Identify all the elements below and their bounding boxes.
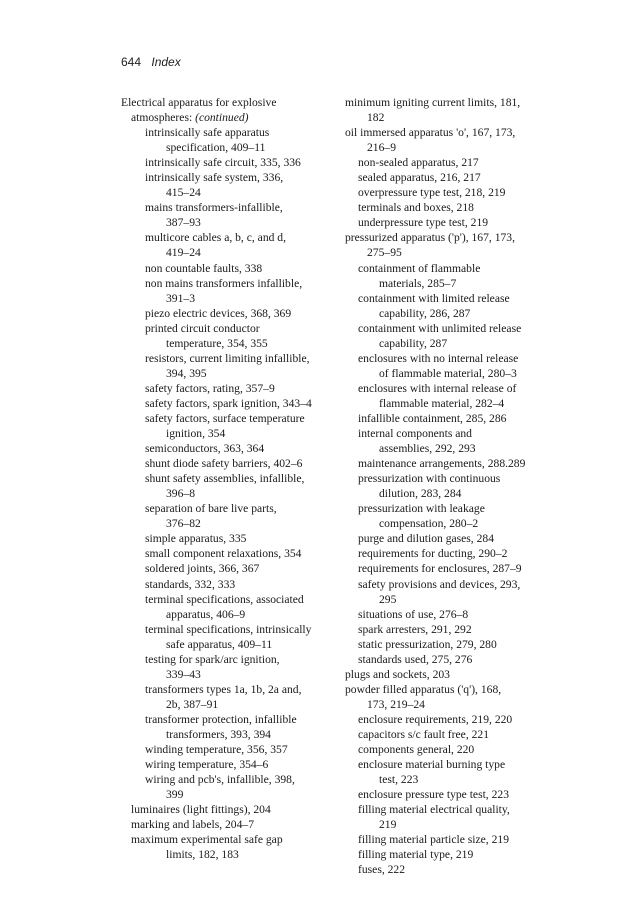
index-entry xyxy=(345,366,565,381)
index-entry xyxy=(121,817,331,832)
index-column-right xyxy=(345,95,565,877)
index-entry-text: static pressurization, 279, 280 xyxy=(358,637,497,651)
index-entry xyxy=(345,321,565,336)
index-entry xyxy=(345,577,565,592)
index-entry xyxy=(345,351,565,366)
index-entry-text: 391–3 xyxy=(166,291,195,305)
index-entry-text: enclosure material burning type xyxy=(358,758,506,772)
index-entry xyxy=(121,471,331,486)
index-entry-text: 295 xyxy=(379,592,397,606)
index-entry-text: transformers types 1a, 1b, 2a and, xyxy=(145,682,302,696)
index-entry xyxy=(345,531,565,546)
index-entry xyxy=(121,772,331,787)
index-entry xyxy=(121,652,331,667)
index-entry xyxy=(345,862,565,877)
index-entry-text: infallible containment, 285, 286 xyxy=(358,411,507,425)
index-entry-text: containment with limited release xyxy=(358,291,510,305)
index-entry-text: printed circuit conductor xyxy=(145,321,260,335)
index-entry-text: 399 xyxy=(166,788,184,802)
index-entry xyxy=(345,125,565,140)
index-entry-text: safety factors, surface temperature xyxy=(145,411,305,425)
index-entry-text: ignition, 354 xyxy=(166,427,226,441)
index-entry-text: containment with unlimited release xyxy=(358,321,522,335)
index-entry-text: winding temperature, 356, 357 xyxy=(145,743,288,757)
index-entry-text: pressurization with leakage xyxy=(358,502,485,516)
index-entry xyxy=(345,441,565,456)
index-entry-text: pressurized apparatus ('p'), 167, 173, xyxy=(345,231,515,245)
page-number: 644 xyxy=(121,55,142,69)
index-entry-text: specification, 409–11 xyxy=(166,141,266,155)
index-entry xyxy=(345,817,565,832)
index-entry-text: enclosures with no internal release xyxy=(358,351,519,365)
index-entry xyxy=(121,531,331,546)
index-entry xyxy=(121,667,331,682)
index-entry-text: 219 xyxy=(379,818,397,832)
index-entry-text: simple apparatus, 335 xyxy=(145,532,247,546)
index-entry-text: transformers, 393, 394 xyxy=(166,727,271,741)
index-entry-text: 376–82 xyxy=(166,517,201,531)
index-entry-text: terminal specifications, intrinsically xyxy=(145,622,312,636)
index-entry xyxy=(121,637,331,652)
index-entry xyxy=(121,245,331,260)
index-entry-text: marking and labels, 204–7 xyxy=(131,818,254,832)
index-entry-text: terminals and boxes, 218 xyxy=(358,201,474,215)
index-entry-text: Electrical apparatus for explosive xyxy=(121,96,277,109)
index-entry xyxy=(121,200,331,215)
index-entry xyxy=(345,140,565,155)
index-entry xyxy=(345,381,565,396)
index-entry-text: semiconductors, 363, 364 xyxy=(145,442,265,456)
index-entry xyxy=(121,561,331,576)
index-entry xyxy=(121,396,331,411)
index-entry-text: 216–9 xyxy=(367,141,396,155)
index-entry xyxy=(121,456,331,471)
index-entry-text: compensation, 280–2 xyxy=(379,517,479,531)
index-entry xyxy=(121,95,331,110)
index-entry-text: sealed apparatus, 216, 217 xyxy=(358,171,481,185)
index-entry xyxy=(345,546,565,561)
index-entry xyxy=(345,592,565,607)
index-entry-text: mains transformers-infallible, xyxy=(145,201,283,215)
index-entry xyxy=(345,426,565,441)
index-entry xyxy=(121,261,331,276)
index-entry-text: test, 223 xyxy=(379,773,419,787)
index-entry xyxy=(121,727,331,742)
index-entry xyxy=(121,802,331,817)
index-entry xyxy=(121,546,331,561)
index-entry-text: small component relaxations, 354 xyxy=(145,547,302,561)
index-entry-text: 339–43 xyxy=(166,667,201,681)
index-entry xyxy=(121,381,331,396)
index-entry-text: maximum experimental safe gap xyxy=(131,833,283,847)
index-entry-text: resistors, current limiting infallible, xyxy=(145,351,310,365)
index-entry xyxy=(121,411,331,426)
index-entry-text: 275–95 xyxy=(367,246,402,260)
index-entry-text: 415–24 xyxy=(166,186,201,200)
index-entry xyxy=(345,772,565,787)
index-entry-text: maintenance arrangements, 288.289 xyxy=(358,457,526,471)
index-entry-text: intrinsically safe system, 336, xyxy=(145,171,284,185)
index-entry-text: 419–24 xyxy=(166,246,201,260)
index-entry xyxy=(121,336,331,351)
index-entry xyxy=(121,577,331,592)
index-entry-text: safe apparatus, 409–11 xyxy=(166,637,273,651)
index-entry-text: atmospheres: xyxy=(131,111,196,125)
index-entry xyxy=(121,622,331,637)
index-entry xyxy=(121,787,331,802)
index-entry xyxy=(121,291,331,306)
index-entry-text: 396–8 xyxy=(166,487,195,501)
index-entry-text: intrinsically safe apparatus xyxy=(145,126,270,140)
index-entry xyxy=(345,787,565,802)
index-entry-text: plugs and sockets, 203 xyxy=(345,667,450,681)
index-entry xyxy=(121,516,331,531)
index-entry xyxy=(345,637,565,652)
index-entry xyxy=(345,95,565,110)
index-entry-text: shunt diode safety barriers, 402–6 xyxy=(145,457,303,471)
index-entry xyxy=(121,832,331,847)
index-entry-text: enclosure pressure type test, 223 xyxy=(358,788,509,802)
index-entry xyxy=(345,185,565,200)
index-entry xyxy=(121,125,331,140)
index-entry xyxy=(345,155,565,170)
index-entry-text: terminal specifications, associated xyxy=(145,592,304,606)
index-entry xyxy=(121,215,331,230)
index-entry xyxy=(345,170,565,185)
index-entry-text: minimum igniting current limits, 181, xyxy=(345,96,521,109)
index-entry-text: components general, 220 xyxy=(358,743,475,757)
index-entry-text: filling material particle size, 219 xyxy=(358,833,509,847)
index-entry xyxy=(345,245,565,260)
index-entry xyxy=(345,742,565,757)
index-entry xyxy=(121,351,331,366)
index-entry xyxy=(345,336,565,351)
index-entry xyxy=(345,411,565,426)
index-entry xyxy=(345,607,565,622)
index-entry xyxy=(345,200,565,215)
index-entry-text: overpressure type test, 218, 219 xyxy=(358,186,506,200)
index-entry-text: containment of flammable xyxy=(358,261,481,275)
index-entry-text: standards used, 275, 276 xyxy=(358,652,473,666)
index-entry-text: safety provisions and devices, 293, xyxy=(358,577,521,591)
index-entry-text: capability, 287 xyxy=(379,336,448,350)
index-entry xyxy=(345,847,565,862)
index-entry-text: testing for spark/arc ignition, xyxy=(145,652,280,666)
index-entry xyxy=(121,276,331,291)
running-header xyxy=(121,55,181,69)
index-entry xyxy=(121,847,331,862)
index-entry-text: 182 xyxy=(367,111,385,125)
index-entry xyxy=(121,486,331,501)
index-entry-text: of flammable material, 280–3 xyxy=(379,366,517,380)
index-entry-text: 387–93 xyxy=(166,216,201,230)
index-entry xyxy=(345,712,565,727)
index-entry xyxy=(345,652,565,667)
index-entry xyxy=(345,230,565,245)
index-entry xyxy=(345,561,565,576)
index-entry-text: luminaires (light fittings), 204 xyxy=(131,803,271,817)
index-entry-text: requirements for enclosures, 287–9 xyxy=(358,562,522,576)
page-title: Index xyxy=(151,55,181,69)
index-entry-continued: (continued) xyxy=(195,111,249,125)
index-entry xyxy=(345,802,565,817)
index-entry xyxy=(121,742,331,757)
index-entry-text: powder filled apparatus ('q'), 168, xyxy=(345,682,502,696)
index-entry-text: piezo electric devices, 368, 369 xyxy=(145,306,292,320)
index-entry-text: underpressure type test, 219 xyxy=(358,216,489,230)
index-entry-text: wiring temperature, 354–6 xyxy=(145,758,269,772)
index-entry xyxy=(121,712,331,727)
index-entry xyxy=(121,441,331,456)
index-column-left xyxy=(121,95,331,862)
index-entry xyxy=(121,501,331,516)
index-entry-text: 173, 219–24 xyxy=(367,697,425,711)
index-entry-text: filling material type, 219 xyxy=(358,848,474,862)
index-entry xyxy=(345,757,565,772)
index-entry xyxy=(345,622,565,637)
index-entry-text: safety factors, spark ignition, 343–4 xyxy=(145,396,312,410)
index-entry xyxy=(121,321,331,336)
index-entry-text: fuses, 222 xyxy=(358,863,406,877)
index-entry-text: apparatus, 406–9 xyxy=(166,607,246,621)
index-entry xyxy=(121,185,331,200)
index-entry-text: pressurization with continuous xyxy=(358,472,501,486)
index-entry-text: capacitors s/c fault free, 221 xyxy=(358,727,490,741)
index-entry xyxy=(345,832,565,847)
index-entry xyxy=(121,607,331,622)
index-entry xyxy=(345,697,565,712)
index-entry xyxy=(121,110,331,125)
index-entry-text: standards, 332, 333 xyxy=(145,577,236,591)
index-entry-text: purge and dilution gases, 284 xyxy=(358,532,494,546)
index-entry xyxy=(345,501,565,516)
index-entry-text: flammable material, 282–4 xyxy=(379,396,505,410)
index-entry-text: dilution, 283, 284 xyxy=(379,487,462,501)
index-entry xyxy=(121,682,331,697)
index-entry-text: safety factors, rating, 357–9 xyxy=(145,381,275,395)
index-entry-text: requirements for ducting, 290–2 xyxy=(358,547,508,561)
index-entry-text: wiring and pcb's, infallible, 398, xyxy=(145,773,295,787)
index-entry xyxy=(121,230,331,245)
index-entry-text: soldered joints, 366, 367 xyxy=(145,562,260,576)
index-entry xyxy=(345,516,565,531)
index-entry xyxy=(345,306,565,321)
index-entry-text: 2b, 387–91 xyxy=(166,697,219,711)
index-entry xyxy=(345,396,565,411)
index-entry xyxy=(121,366,331,381)
index-entry-text: temperature, 354, 355 xyxy=(166,336,268,350)
index-entry xyxy=(345,215,565,230)
index-entry-text: non-sealed apparatus, 217 xyxy=(358,156,479,170)
index-entry xyxy=(345,291,565,306)
index-entry-text: separation of bare live parts, xyxy=(145,502,277,516)
index-entry-text: enclosures with internal release of xyxy=(358,381,517,395)
index-entry-text: intrinsically safe circuit, 335, 336 xyxy=(145,156,301,170)
index-entry-text: capability, 286, 287 xyxy=(379,306,471,320)
index-entry xyxy=(121,155,331,170)
index-entry xyxy=(345,456,565,471)
index-entry-text: non mains transformers infallible, xyxy=(145,276,303,290)
index-entry xyxy=(345,261,565,276)
index-entry xyxy=(345,471,565,486)
index-entry xyxy=(121,426,331,441)
index-entry-text: shunt safety assemblies, infallible, xyxy=(145,472,305,486)
index-entry-text: transformer protection, infallible xyxy=(145,712,297,726)
index-entry-text: enclosure requirements, 219, 220 xyxy=(358,712,513,726)
index-entry xyxy=(121,170,331,185)
index-entry xyxy=(345,110,565,125)
index-entry-text: internal components and xyxy=(358,427,472,441)
index-entry xyxy=(121,592,331,607)
index-entry xyxy=(121,140,331,155)
index-entry-text: assemblies, 292, 293 xyxy=(379,442,476,456)
index-entry xyxy=(345,276,565,291)
index-entry xyxy=(345,682,565,697)
index-entry xyxy=(121,697,331,712)
index-entry xyxy=(345,667,565,682)
index-entry-text: multicore cables a, b, c, and d, xyxy=(145,231,287,245)
index-entry-text: spark arresters, 291, 292 xyxy=(358,622,472,636)
index-entry-text: limits, 182, 183 xyxy=(166,848,239,862)
index-entry-text: filling material electrical quality, xyxy=(358,803,510,817)
index-entry xyxy=(345,727,565,742)
index-entry-text: non countable faults, 338 xyxy=(145,261,263,275)
index-entry xyxy=(345,486,565,501)
index-entry xyxy=(121,306,331,321)
index-entry-text: oil immersed apparatus 'o', 167, 173, xyxy=(345,126,516,140)
index-entry-text: situations of use, 276–8 xyxy=(358,607,469,621)
index-entry-text: 394, 395 xyxy=(166,366,207,380)
index-entry xyxy=(121,757,331,772)
index-entry-text: materials, 285–7 xyxy=(379,276,457,290)
